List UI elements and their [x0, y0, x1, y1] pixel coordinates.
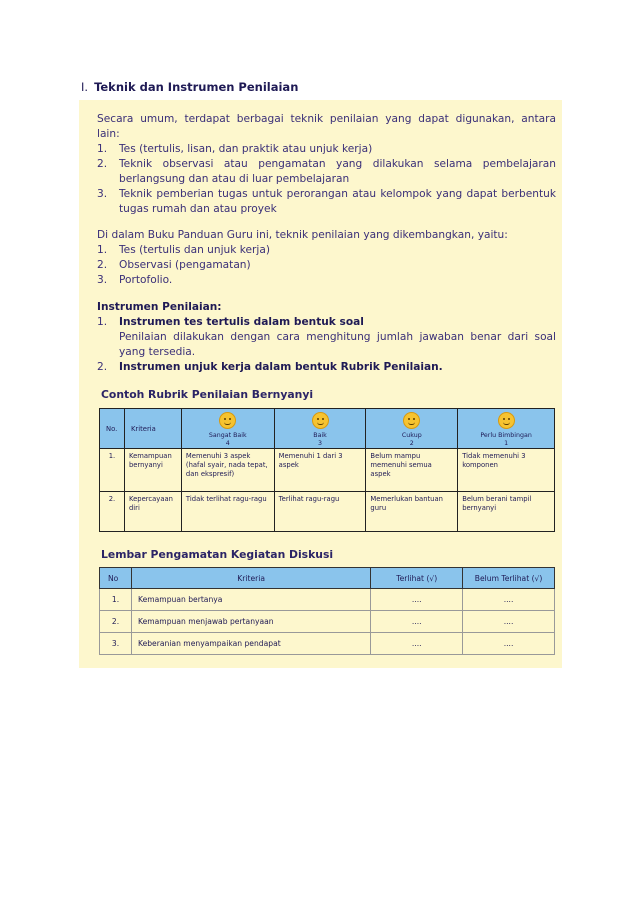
intro-line-1: Secara umum, terdapat berbagai teknik penilaian yang dapat digunakan, antara [97, 113, 556, 125]
level-score: 3 [318, 440, 323, 447]
intro-item-text: tugas rumah dan atau proyek [119, 203, 277, 215]
observation-row [100, 589, 555, 611]
observation-col-belum: Belum Terlihat (√) [463, 568, 555, 589]
rubric-cell: Tidak memenuhi 3 komponen [458, 449, 555, 492]
instrument-item-title: Instrumen tes tertulis dalam bentuk soal [119, 316, 364, 328]
observation-col-no: No [100, 568, 132, 589]
instrument-item-number: 1. [97, 316, 108, 328]
observation-row [100, 633, 555, 655]
observation-row-terlihat: .... [371, 633, 463, 655]
intro-item-text: Teknik observasi atau pengamatan yang dilakukan selama pembelajaran [119, 158, 556, 170]
rubric-col-kriteria: Kriteria [124, 409, 181, 449]
smile-face-icon [312, 412, 329, 429]
rubric-cell: Terlihat ragu-ragu [274, 492, 366, 532]
observation-row-kriteria: Kemampuan menjawab pertanyaan [131, 611, 370, 633]
intro-item-number: 3. [97, 188, 108, 200]
intro-item-number: 1. [97, 143, 108, 155]
level-score: 1 [504, 440, 509, 447]
instruments-title: Instrumen Penilaian: [97, 301, 222, 313]
observation-table [99, 567, 555, 655]
rubric-cell: Memenuhi 3 aspek (hafal syair, nada tepat, dan ekspresif) [181, 449, 274, 492]
level-label: Perlu Bimbingan [480, 432, 532, 439]
observation-col-terlihat: Terlihat (√) [371, 568, 463, 589]
intro-item-number: 2. [97, 158, 108, 170]
rubric-header-row [100, 409, 555, 449]
rubric-col-level-3 [274, 409, 366, 449]
guide-line: Di dalam Buku Panduan Guru ini, teknik penilaian yang dikembangkan, yaitu: [97, 229, 508, 241]
rubric-row-no: 1. [100, 449, 125, 492]
rubric-row [100, 492, 555, 532]
intro-line-2: lain: [97, 128, 120, 140]
observation-row-belum: .... [463, 633, 555, 655]
observation-header-row [100, 568, 555, 589]
rubric-row-kriteria: Kepercayaan diri [124, 492, 181, 532]
rubric-cell: Belum mampu memenuhi semua aspek [366, 449, 458, 492]
intro-item-text: berlangsung dan atau di luar pembelajaran [119, 173, 350, 185]
observation-col-kriteria: Kriteria [131, 568, 370, 589]
observation-row-kriteria: Kemampuan bertanya [131, 589, 370, 611]
rubric-cell: Memenuhi 1 dari 3 aspek [274, 449, 366, 492]
observation-row-no: 3. [100, 633, 132, 655]
rubric-col-level-1 [458, 409, 555, 449]
instrument-item-desc: yang tersedia. [119, 346, 196, 358]
rubric-col-level-4 [181, 409, 274, 449]
section-title: Teknik dan Instrumen Penilaian [94, 80, 299, 94]
section-heading [81, 80, 298, 94]
level-label: Sangat Baik [208, 432, 247, 439]
observation-row-no: 1. [100, 589, 132, 611]
rubric-title: Contoh Rubrik Penilaian Bernyanyi [101, 388, 314, 401]
observation-row-belum: .... [463, 589, 555, 611]
guide-item-text: Portofolio. [119, 274, 173, 286]
rubric-table [99, 408, 555, 532]
guide-item-text: Observasi (pengamatan) [119, 259, 251, 271]
observation-row-belum: .... [463, 611, 555, 633]
intro-item-text: Teknik pemberian tugas untuk perorangan atau kelompok yang dapat berbentuk [119, 188, 556, 200]
section-number: I. [81, 80, 89, 94]
guide-item-number: 3. [97, 274, 108, 286]
observation-row-kriteria: Keberanian menyampaikan pendapat [131, 633, 370, 655]
grin-face-icon [219, 412, 236, 429]
neutral-face-icon [403, 412, 420, 429]
level-score: 2 [409, 440, 414, 447]
level-label: Baik [313, 432, 327, 439]
observation-row [100, 611, 555, 633]
observation-row-no: 2. [100, 611, 132, 633]
rubric-row-no: 2. [100, 492, 125, 532]
worried-face-icon [498, 412, 515, 429]
rubric-row-kriteria: Kemampuan bernyanyi [124, 449, 181, 492]
instrument-item-desc: Penilaian dilakukan dengan cara menghitung jumlah jawaban benar dari soal [119, 331, 556, 343]
instrument-item-number: 2. [97, 361, 108, 373]
rubric-col-level-2 [366, 409, 458, 449]
instrument-item-title: Instrumen unjuk kerja dalam bentuk Rubrik Penilaian. [119, 361, 443, 373]
rubric-cell: Belum berani tampil bernyanyi [458, 492, 555, 532]
level-label: Cukup [401, 432, 422, 439]
observation-row-terlihat: .... [371, 611, 463, 633]
observation-title: Lembar Pengamatan Kegiatan Diskusi [101, 548, 334, 561]
guide-item-number: 1. [97, 244, 108, 256]
rubric-cell: Memerlukan bantuan guru [366, 492, 458, 532]
level-score: 4 [225, 440, 230, 447]
rubric-col-no: No. [100, 409, 125, 449]
observation-row-terlihat: .... [371, 589, 463, 611]
intro-item-text: Tes (tertulis, lisan, dan praktik atau unjuk kerja) [119, 143, 373, 155]
guide-item-text: Tes (tertulis dan unjuk kerja) [119, 244, 270, 256]
rubric-cell: Tidak terlihat ragu-ragu [181, 492, 274, 532]
guide-item-number: 2. [97, 259, 108, 271]
rubric-row [100, 449, 555, 492]
